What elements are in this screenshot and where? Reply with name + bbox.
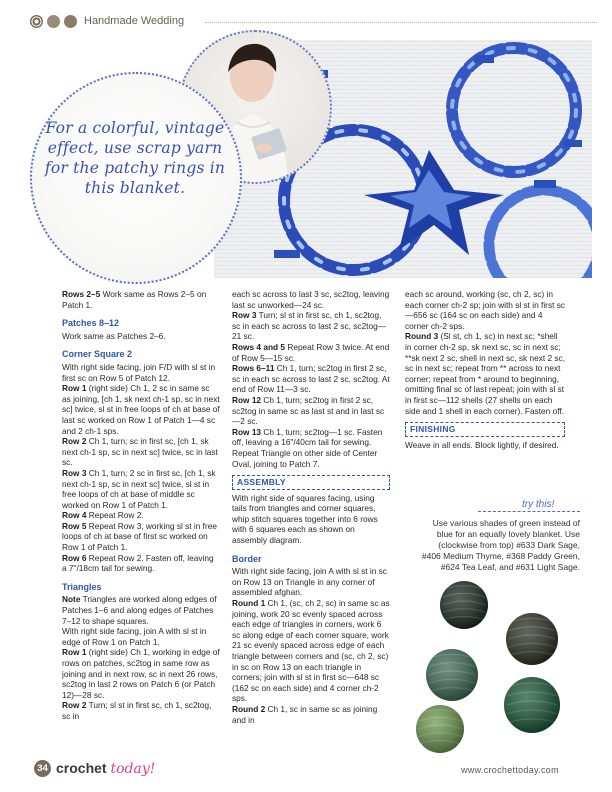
row-label: Rows 4 and 5: [232, 341, 286, 352]
paragraph: [62, 436, 220, 468]
yarn-ball: [440, 581, 488, 629]
row-label: Round 1: [232, 598, 266, 609]
paragraph: Weave in all ends. Block lightly, if desired.: [405, 439, 559, 450]
paragraph: each sc around, working (sc, ch 2, sc) in each corner ch-2 sp; join with sl st in first sc—656 sc (164 sc on each side) and 4 corner ch-2 sps.: [405, 289, 566, 331]
row-label: Row 13: [232, 426, 262, 437]
paragraph: [232, 310, 390, 342]
instructions-column-1: [62, 289, 220, 722]
row-label: Row 4: [62, 510, 87, 521]
row-text: Ch 1, turn; sc2tog in first 2 sc, sc in each sc across to last 2 sc, sc2tog. At end of Row 11—3 sc.: [232, 363, 390, 395]
website-url: www.crochettoday.com: [461, 765, 559, 775]
try-this-divider: [478, 511, 580, 512]
paragraph: [62, 383, 220, 436]
instructions-column-2: [232, 289, 390, 725]
yarn-balls-illustration: [400, 575, 580, 755]
paragraph: [232, 598, 390, 704]
dot-icon: [47, 15, 60, 28]
row-text: Repeat Row 2.: [86, 510, 144, 521]
row-text: (right side) Ch 1, working in edge of rows on patches, sc2tog in same row as joining and in next row, sc in next 26 rows, sc2tog in last 2 rows on Patch 6 (or Patch 12)—28 sc.: [62, 647, 220, 700]
section-title: Handmade Wedding: [84, 15, 185, 27]
row-label: Rows 6–11: [232, 363, 275, 374]
header-divider: [205, 22, 597, 23]
heading-patches-8-12: Patches 8–12: [62, 318, 120, 329]
paragraph: [62, 594, 220, 626]
heading-finishing: FINISHING: [405, 422, 565, 437]
row-text: Repeat Row 3 twice. At end of Row 5—15 sc.: [232, 341, 390, 363]
row-label: Row 5: [62, 520, 87, 531]
heading-triangles: Triangles: [62, 581, 102, 592]
brand-logo: [56, 760, 155, 777]
row-text: (right side) Ch 1, 2 sc in same sc as joining, [ch 1, sk next ch-1 sp, sc in next sc] twice, sl st in free loops of ch at base of last sc worked on Row 1 of Patch 1—4 sc and 2 ch-1 sps.: [62, 383, 220, 436]
row-label: Round 3: [405, 331, 439, 342]
row-label: Row 3: [232, 310, 257, 321]
paragraph: With right side facing, join A with sl st in edge of Row 1 on Patch 1.: [62, 626, 207, 647]
row-text: Turn; sl st in first sc, ch 1, sc2tog, sc in each sc across to last 2 sc, sc2tog—21 sc.: [232, 310, 387, 342]
row-label: Row 2: [62, 700, 87, 711]
dot-icon: [64, 15, 77, 28]
row-text: Repeat Row 2. Fasten off, leaving a 7"/18cm tail for sewing.: [62, 552, 214, 574]
paragraph: [62, 289, 220, 310]
row-text: Ch 1, (sc, ch 2, sc) in same sc as joining, work 20 sc evenly spaced across each edge of triangles in corners, work 6 sc along edge of each corner square, work 21 sc evenly spaced across edge of each triangle between corners and (sc, ch 2, sc) in sc on Row 13 on each triangle in corners; join with sl st in first sc—648 sc (162 sc on each side) and 4 corner ch-2 sps.: [232, 598, 390, 704]
row-label: Row 12: [232, 394, 262, 405]
row-text: Ch 1, turn; sc in first sc, [ch 1, sk next ch-1 sp, sc in next sc] twice, sc in last sc.: [62, 436, 218, 468]
paragraph: [62, 647, 220, 700]
paragraph: [62, 468, 220, 510]
yarn-ball: [506, 613, 558, 665]
paragraph: [405, 331, 565, 416]
row-text: Triangles are worked along edges of Patches 1–6 and along edges of Patches 7–12 to shape squares.: [62, 594, 217, 626]
try-this-label: try this!: [522, 499, 555, 510]
paragraph: With right side facing, join F/D with sl st in first sc on Row 5 of Patch 12.: [62, 361, 216, 383]
row-text: Ch 1, turn; sc2tog—1 sc. Fasten off, leaving a 16"/40cm tail for sewing.: [232, 426, 383, 448]
row-text: Ch 1, sc in same sc as joining and in: [232, 703, 378, 725]
brand-accent: today!: [110, 761, 156, 777]
row-label: Row 1: [62, 647, 87, 658]
try-this-text: Use various shades of green instead of blue for an equally lovely blanket. Use (clockwise from top) #633 Dark Sage, #406 Medium Thyme, #368 Paddy Green, #624 Tea Leaf, and #631 Light Sage.: [421, 518, 580, 572]
paragraph: [232, 363, 390, 395]
row-label: Row 2: [62, 436, 87, 447]
row-label: Rows 2–5: [62, 289, 101, 299]
paragraph: With right side facing, join A with sl st in sc on Row 13 on Triangle in any corner of assembled afghan.: [232, 566, 387, 598]
paragraph: [232, 427, 390, 448]
instructions-column-3: [405, 289, 565, 450]
heading-border: Border: [232, 553, 262, 564]
yarn-ball: [416, 705, 464, 753]
paragraph: Repeat Triangle on other side of Center Oval, joining to Patch 7.: [232, 447, 378, 469]
paragraph: [232, 395, 390, 427]
paragraph: [232, 342, 390, 363]
row-label: Row 1: [62, 383, 87, 394]
paragraph: [62, 521, 220, 553]
row-text: Ch 1, turn; sc2tog in first 2 sc, sc2tog in same sc as last st and in last sc—2 sc.: [232, 394, 385, 427]
row-text: Turn; sl st in first sc, ch 1, sc2tog, sc in: [62, 700, 212, 721]
paragraph: [232, 704, 390, 725]
row-label: Row 3: [62, 467, 87, 478]
yarn-ball: [426, 649, 478, 701]
paragraph: [62, 553, 220, 574]
row-text: Ch 1, turn; 2 sc in first sc, [ch 1, sk next ch-1 sp, sc in next sc] twice, sl st in free loops of ch at base of middle sc worked on Row 1 of Patch 1.: [62, 467, 216, 510]
paragraph: [62, 700, 220, 721]
header-ornament: [30, 15, 77, 28]
page-number: 34: [34, 760, 51, 777]
pull-quote: For a colorful, vintage effect, use scrap yarn for the patchy rings in this blanket.: [44, 119, 226, 197]
heading-assembly: ASSEMBLY: [232, 475, 390, 490]
heading-corner-square-2: Corner Square 2: [62, 349, 133, 360]
row-label: Row 6: [62, 552, 87, 563]
row-label: Note: [62, 594, 81, 605]
paragraph: Work same as Patches 2–6.: [62, 330, 166, 341]
row-text: (Sl st, ch 1, sc) in next sc; *shell in corner ch-2 sp, sk next sc, sc in next sc; **sk next 2 sc, shell in next sc, sk next 2 sc, sc in next sc; repeat from ** across to next corner; repeat from * around to beginning, omitting final sc of last repeat; join with sl st in first sc—112 shells (27 shells on each side and 1 shell in each corner). Fasten off.: [405, 331, 566, 416]
flower-icon: [30, 15, 43, 28]
page-header: [30, 12, 590, 32]
row-label: Round 2: [232, 703, 266, 714]
row-text: Work same as Rows 2–5 on Patch 1.: [62, 289, 207, 310]
paragraph: each sc across to last 3 sc, sc2tog, leaving last sc unworked—24 sc.: [232, 289, 390, 310]
paragraph: [62, 510, 220, 521]
brand-main: crochet: [56, 760, 107, 776]
paragraph: With right side of squares facing, using tails from triangles and corner squares, whip stitch squares together into 6 rows with 6 squares each as shown on assembly diagram.: [232, 492, 378, 546]
yarn-ball: [504, 677, 560, 733]
row-text: Repeat Row 3, working sl st in free loops of ch at base of first sc worked on Row 1 of Patch 1.: [62, 520, 217, 553]
